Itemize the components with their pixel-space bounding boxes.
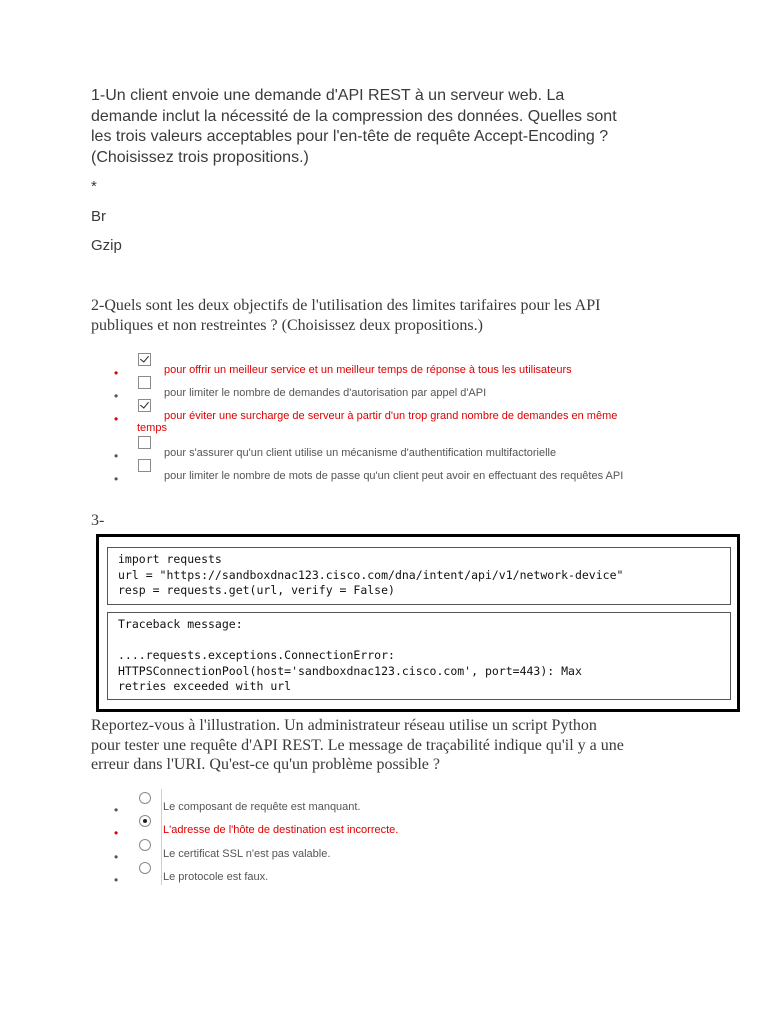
traceback-line: HTTPSConnectionPool(host='sandboxdnac123.cisco.com', port=443): Max	[118, 663, 582, 678]
question-1-line: 1-Un client envoie une demande d'API REST à un serveur web. La	[91, 87, 565, 104]
question-1-text	[91, 86, 691, 168]
divider	[161, 859, 162, 885]
bullet: •	[114, 389, 119, 403]
question-3-line: erreur dans l'URI. Qu'est-ce qu'un problème possible ?	[91, 756, 440, 773]
bullet: •	[114, 412, 119, 426]
python-code-block	[107, 547, 731, 605]
option-label: pour limiter le nombre de mots de passe qu'un client peut avoir en effectuant des requêtes API	[164, 470, 624, 482]
question-3-line: Reportez-vous à l'illustration. Un administrateur réseau utilise un script Python	[91, 717, 597, 734]
option-label: pour limiter le nombre de demandes d'autorisation par appel d'API	[164, 387, 487, 399]
option-label: Le composant de requête est manquant.	[163, 801, 361, 813]
option-label-continued: temps	[137, 422, 167, 434]
bullet: •	[114, 826, 119, 840]
code-line: url = "https://sandboxdnac123.cisco.com/dna/intent/api/v1/network-device"	[118, 567, 624, 582]
question-1-answer-asterisk: *	[91, 178, 97, 195]
checkbox-icon[interactable]	[138, 436, 151, 449]
bullet: •	[114, 366, 119, 380]
option-label: L'adresse de l'hôte de destination est incorrecte.	[163, 824, 399, 836]
radio-icon[interactable]	[139, 792, 151, 804]
checkbox-icon[interactable]	[138, 376, 151, 389]
bullet: •	[114, 449, 119, 463]
traceback-line: Traceback message:	[118, 617, 243, 631]
bullet: •	[114, 873, 119, 887]
bullet: •	[114, 850, 119, 864]
option-label: pour s'assurer qu'un client utilise un mécanisme d'authentification multifactorielle	[164, 447, 557, 459]
checkbox-icon[interactable]	[138, 459, 151, 472]
radio-icon[interactable]	[139, 839, 151, 851]
option-label: Le protocole est faux.	[163, 871, 269, 883]
traceback-block	[107, 612, 731, 700]
option-label: Le certificat SSL n'est pas valable.	[163, 848, 331, 860]
question-1-line: les trois valeurs acceptables pour l'en-tête de requête Accept-Encoding ?	[91, 128, 609, 145]
question-2-line: 2-Quels sont les deux objectifs de l'utilisation des limites tarifaires pour les API	[91, 297, 601, 314]
option-label: pour éviter une surcharge de serveur à partir d'un trop grand nombre de demandes en même	[164, 410, 618, 422]
question-3-text	[91, 716, 711, 775]
traceback-line	[118, 633, 730, 649]
checkbox-checked-icon[interactable]	[138, 399, 151, 412]
code-line: import requests	[118, 552, 222, 566]
checkbox-checked-icon[interactable]	[138, 353, 151, 366]
bullet: •	[114, 472, 119, 486]
question-1-answer-gzip: Gzip	[91, 237, 122, 254]
bullet: •	[114, 803, 119, 817]
question-1-answer-br: Br	[91, 208, 106, 225]
code-line: resp = requests.get(url, verify = False)	[118, 583, 395, 597]
question-1-line: (Choisissez trois propositions.)	[91, 148, 309, 166]
question-3-label: 3-	[91, 512, 105, 529]
question-1-line: demande inclut la nécessité de la compression des données. Quelles sont	[91, 107, 617, 125]
radio-icon[interactable]	[139, 862, 151, 874]
divider	[161, 812, 162, 838]
traceback-line: retries exceeded with url	[118, 679, 292, 693]
question-3-line: pour tester une requête d'API REST. Le message de traçabilité indique qu'il y a une	[91, 736, 624, 754]
question-2-text	[91, 296, 711, 335]
radio-selected-icon[interactable]	[139, 815, 151, 827]
traceback-line: ....requests.exceptions.ConnectionError:	[118, 648, 395, 662]
exhibit-figure	[96, 534, 740, 712]
question-2-line: publiques et non restreintes ? (Choisissez deux propositions.)	[91, 316, 483, 334]
option-label: pour offrir un meilleur service et un meilleur temps de réponse à tous les utilisateurs	[164, 364, 572, 376]
